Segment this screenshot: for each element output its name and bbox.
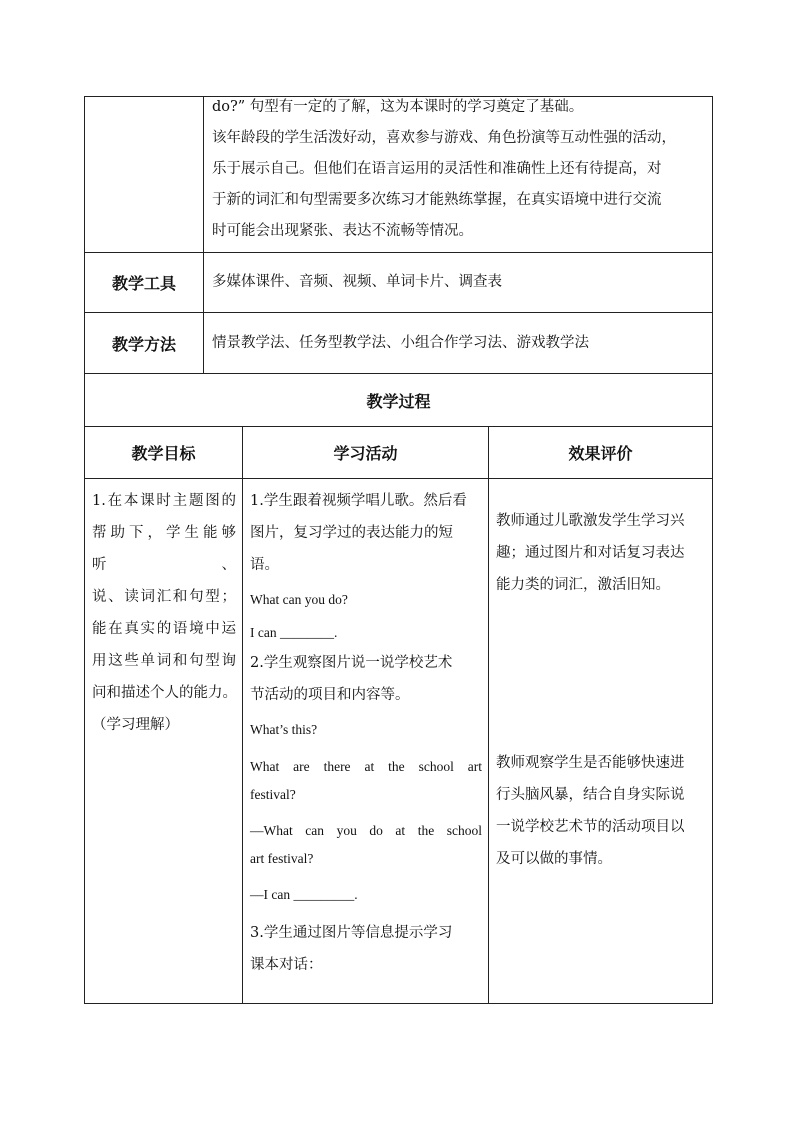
header-evaluation: 效果评价 <box>489 427 713 479</box>
methods-value: 情景教学法、任务型教学法、小组合作学习法、游戏教学法 <box>212 334 589 351</box>
lesson-plan-document <box>84 96 712 1004</box>
activity-english: What are there at the school art <box>250 759 482 774</box>
evaluation-line: 教师通过儿歌激发学生学习兴 <box>496 513 685 529</box>
activity-line: 节活动的项目和内容等。 <box>250 687 410 703</box>
goal-line: 1.在本课时主题图的 <box>92 493 236 509</box>
analysis-line: do?” 句型有一定的了解，这为本课时的学习奠定了基础。 <box>212 99 584 115</box>
methods-value-cell <box>204 313 713 374</box>
evaluation-line: 一说学校艺术节的活动项目以 <box>496 819 685 835</box>
analysis-line: 时可能会出现紧张、表达不流畅等情况。 <box>212 223 473 239</box>
analysis-line: 乐于展示自己。但他们在语言运用的灵活性和准确性上还有待提高，对 <box>212 161 662 177</box>
activity-english: I can ________. <box>250 625 338 640</box>
analysis-label-cell <box>85 97 204 253</box>
activity-english: art festival? <box>250 851 314 866</box>
activity-english: —What can you do at the school <box>250 823 482 838</box>
evaluation-line: 能力类的词汇，激活旧知。 <box>496 577 670 593</box>
goal-line: （学习理解） <box>92 717 179 733</box>
tools-value-cell <box>204 253 713 313</box>
activity-english: —I can _________. <box>250 887 358 902</box>
activity-english: What can you do? <box>250 592 348 607</box>
evaluation-line: 行头脑风暴，结合自身实际说 <box>496 787 685 803</box>
analysis-line: 于新的词汇和句型需要多次练习才能熟练掌握，在真实语境中进行交流 <box>212 192 662 208</box>
activity-line: 语。 <box>250 557 279 573</box>
info-table <box>84 96 713 374</box>
goal-line: 帮助下，学生能够听、 <box>92 525 236 573</box>
tools-value: 多媒体课件、音频、视频、单词卡片、调查表 <box>212 274 502 290</box>
activities-cell <box>243 479 489 1004</box>
goal-line: 问和描述个人的能力。 <box>92 685 237 701</box>
activity-line: 3.学生通过图片等信息提示学习 <box>250 925 453 941</box>
student-analysis-cell <box>204 97 713 253</box>
analysis-line: 该年龄段的学生活泼好动，喜欢参与游戏、角色扮演等互动性强的活动， <box>212 130 676 146</box>
methods-label: 教学方法 <box>85 313 204 374</box>
evaluation-line: 教师观察学生是否能够快速进 <box>496 755 685 771</box>
process-table <box>84 373 713 1004</box>
activity-line: 课本对话： <box>250 957 323 973</box>
activity-line: 1.学生跟着视频学唱儿歌。然后看 <box>250 493 467 509</box>
activity-line: 图片，复习学过的表达能力的短 <box>250 525 453 541</box>
activity-line: 2.学生观察图片说一说学校艺术 <box>250 655 453 671</box>
goals-cell <box>85 479 243 1004</box>
activity-english: festival? <box>250 787 296 802</box>
activity-english: What’s this? <box>250 722 318 737</box>
goal-line: 能在真实的语境中运 <box>92 621 236 637</box>
process-title: 教学过程 <box>85 374 713 427</box>
evaluation-cell <box>489 479 713 1004</box>
evaluation-line: 趣；通过图片和对话复习表达 <box>496 545 685 561</box>
header-activities: 学习活动 <box>243 427 489 479</box>
goal-line: 用这些单词和句型询 <box>92 653 236 669</box>
evaluation-line: 及可以做的事情。 <box>496 851 612 867</box>
header-goals: 教学目标 <box>85 427 243 479</box>
tools-label: 教学工具 <box>85 253 204 313</box>
goal-line: 说、读词汇和句型； <box>92 589 236 605</box>
